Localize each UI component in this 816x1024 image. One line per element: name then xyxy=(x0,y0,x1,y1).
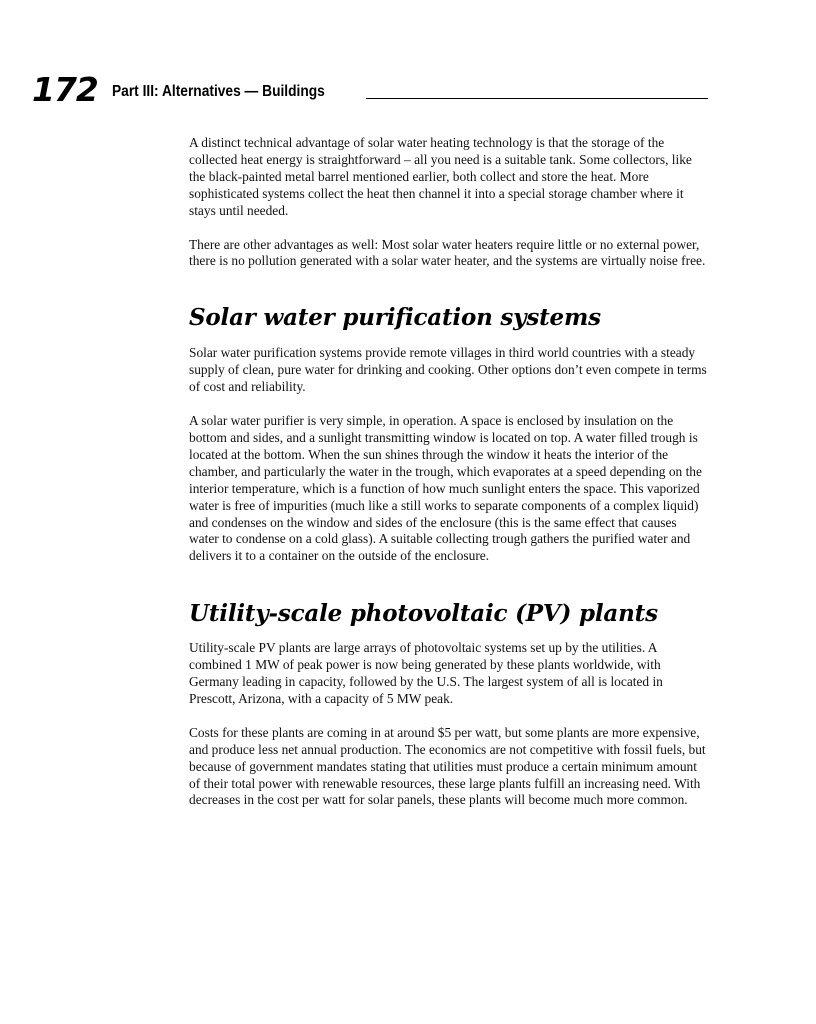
part-title: Part III: Alternatives — Buildings xyxy=(112,83,325,100)
running-head xyxy=(32,70,708,110)
pv-plants-paragraph-1: Utility-scale PV plants are large arrays of photovoltaic systems set up by the utilities. A combined 1 MW of peak power is now being generated by these plants worldwide, with Germany leading in capacity, followed by the U.S. The largest system of all is located in Prescott, Arizona, with a capacity of 5 MW peak. xyxy=(189,640,663,706)
purification-paragraph-1: Solar water purification systems provide remote villages in third world countries with a steady supply of clean, pure water for drinking and cooking. Other options don’t even compete in terms of cost and reliability. xyxy=(189,345,707,395)
intro-paragraph-1: A distinct technical advantage of solar water heating technology is that the storage of the collected heat energy is straightforward – all you need is a suitable tank. Some collectors, like the black-painted metal barrel mentioned earlier, both collect and store the heat. More sophisticated systems collect the heat then channel it into a special storage chamber where it stays until needed. xyxy=(189,135,692,218)
paragraph-spacer xyxy=(189,708,709,725)
section-heading-solar-water-purification: Solar water purification systems xyxy=(189,304,601,332)
paragraph-spacer xyxy=(189,220,709,237)
header-rule xyxy=(366,98,708,99)
purification-paragraph-2: A solar water purifier is very simple, in operation. A space is enclosed by insulation on the bottom and sides, and a sunlight transmitting window is located on top. A water filled trough is located at the bottom. When the sun shines through the window it heats the interior of the chamber, and particularly the water in the trough, which evaporates at a speed depending on the interior temperature, which is a function of how much sunlight enters the space. This vaporized water is free of impurities (much like a still works to separate components of a complex liquid) and condenses on the window and sides of the enclosure (this is the same effect that causes water to condense on a cold glass). A suitable collecting trough gathers the purified water and delivers it to a container on the outside of the enclosure. xyxy=(189,413,702,564)
paragraph-spacer xyxy=(189,396,709,413)
section-heading-utility-scale-pv: Utility-scale photovoltaic (PV) plants xyxy=(189,600,658,628)
intro-paragraph-2: There are other advantages as well: Most solar water heaters require little or no external power, there is no pollution generated with a solar water heater, and the systems are virtually noise free. xyxy=(189,236,706,269)
page-body xyxy=(189,135,709,809)
pv-plants-paragraph-2: Costs for these plants are coming in at around $5 per watt, but some plants are more expensive, and produce less net annual production. The economics are not competitive with fossil fuels, but because of government mandates stating that utilities must produce a certain minimum amount of their total power with renewable resources, these large plants fulfill an increasing need. With decreases in the cost per watt for solar panels, these plants will become much more common. xyxy=(189,724,706,808)
page-number: 172 xyxy=(32,70,98,109)
